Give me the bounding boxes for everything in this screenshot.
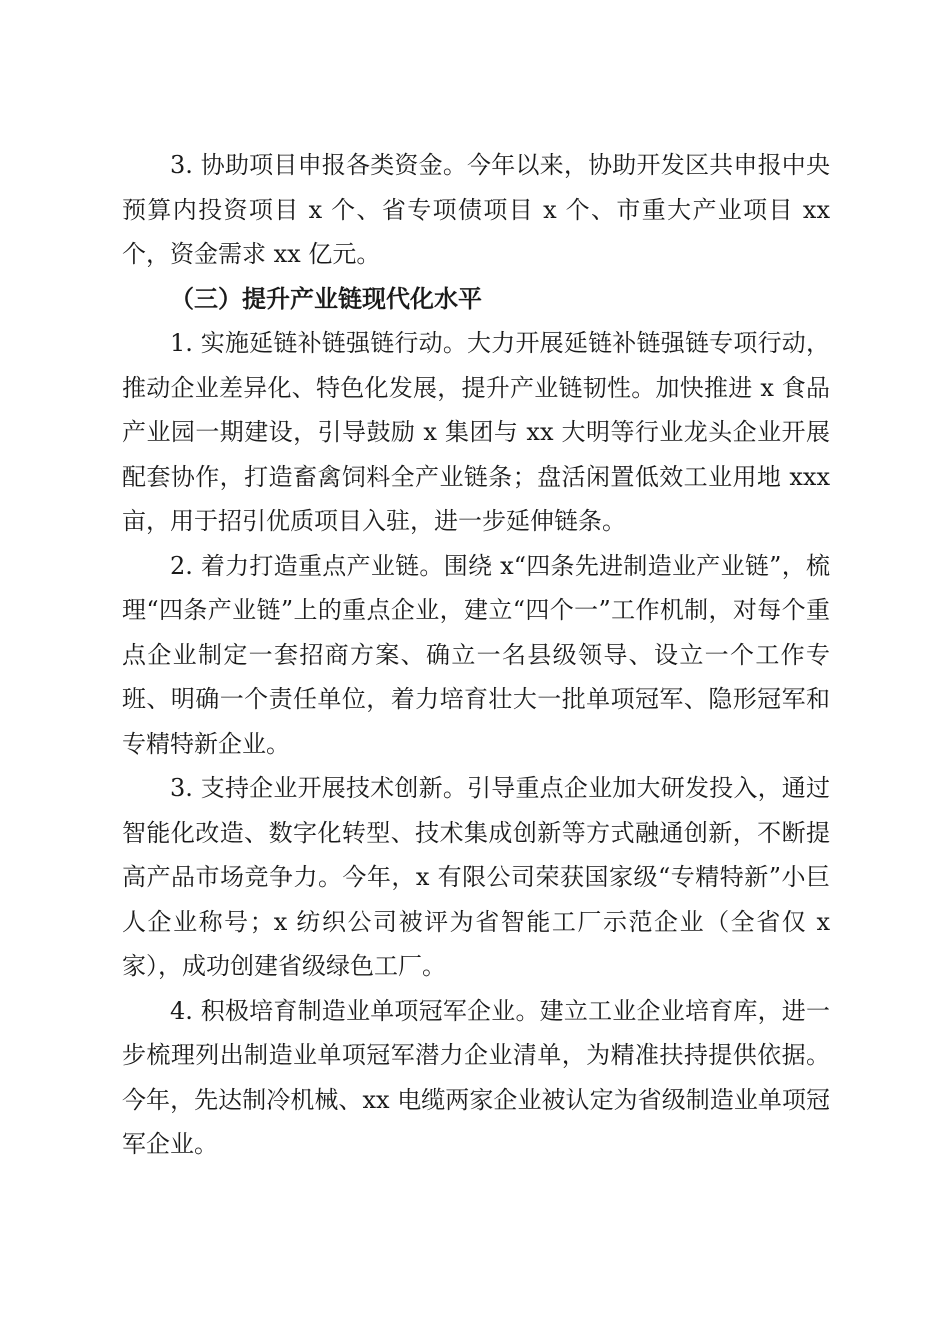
document-body — [122, 143, 830, 1167]
section-heading-industry-chain: （三）提升产业链现代化水平 — [170, 283, 482, 313]
paragraph-single-champion: 4. 积极培育制造业单项冠军企业。建立工业企业培育库，进一步梳理列出制造业单项冠军潜力企业清单，为精准扶持提供依据。今年，先达制冷机械、xx 电缆两家企业被认定为省级制造业单项冠军企业。 — [122, 996, 830, 1158]
paragraph-chain-extension: 1. 实施延链补链强链行动。大力开展延链补链强链专项行动，推动企业差异化、特色化发展，提升产业链韧性。加快推进 x 食品产业园一期建设，引导鼓励 x 集团与 xx 大明等行业龙头企业开展配套协作，打造畜禽饲料全产业链条；盘活闲置低效工业用地 xxx 亩，用于招引优质项目入驻，进一步延伸链条。 — [122, 329, 830, 535]
paragraph-tech-innovation: 3. 支持企业开展技术创新。引导重点企业加大研发投入，通过智能化改造、数字化转型、技术集成创新等方式融通创新，不断提高产品市场竞争力。今年，x 有限公司荣获国家级“专精特新”小巨人企业称号；x 纺织公司被评为省智能工厂示范企业（全省仅 x 家），成功创建省级绿色工厂。 — [122, 774, 830, 980]
paragraph-funding-application: 3. 协助项目申报各类资金。今年以来，协助开发区共申报中央预算内投资项目 x 个、省专项债项目 x 个、市重大产业项目 xx 个，资金需求 xx 亿元。 — [122, 151, 830, 268]
paragraph-key-industry-chain: 2. 着力打造重点产业链。围绕 x“四条先进制造业产业链”，梳理“四条产业链”上的重点企业，建立“四个一”工作机制，对每个重点企业制定一套招商方案、确立一名县级领导、设立一个工作专班、明确一个责任单位，着力培育壮大一批单项冠军、隐形冠军和专精特新企业。 — [122, 551, 830, 758]
